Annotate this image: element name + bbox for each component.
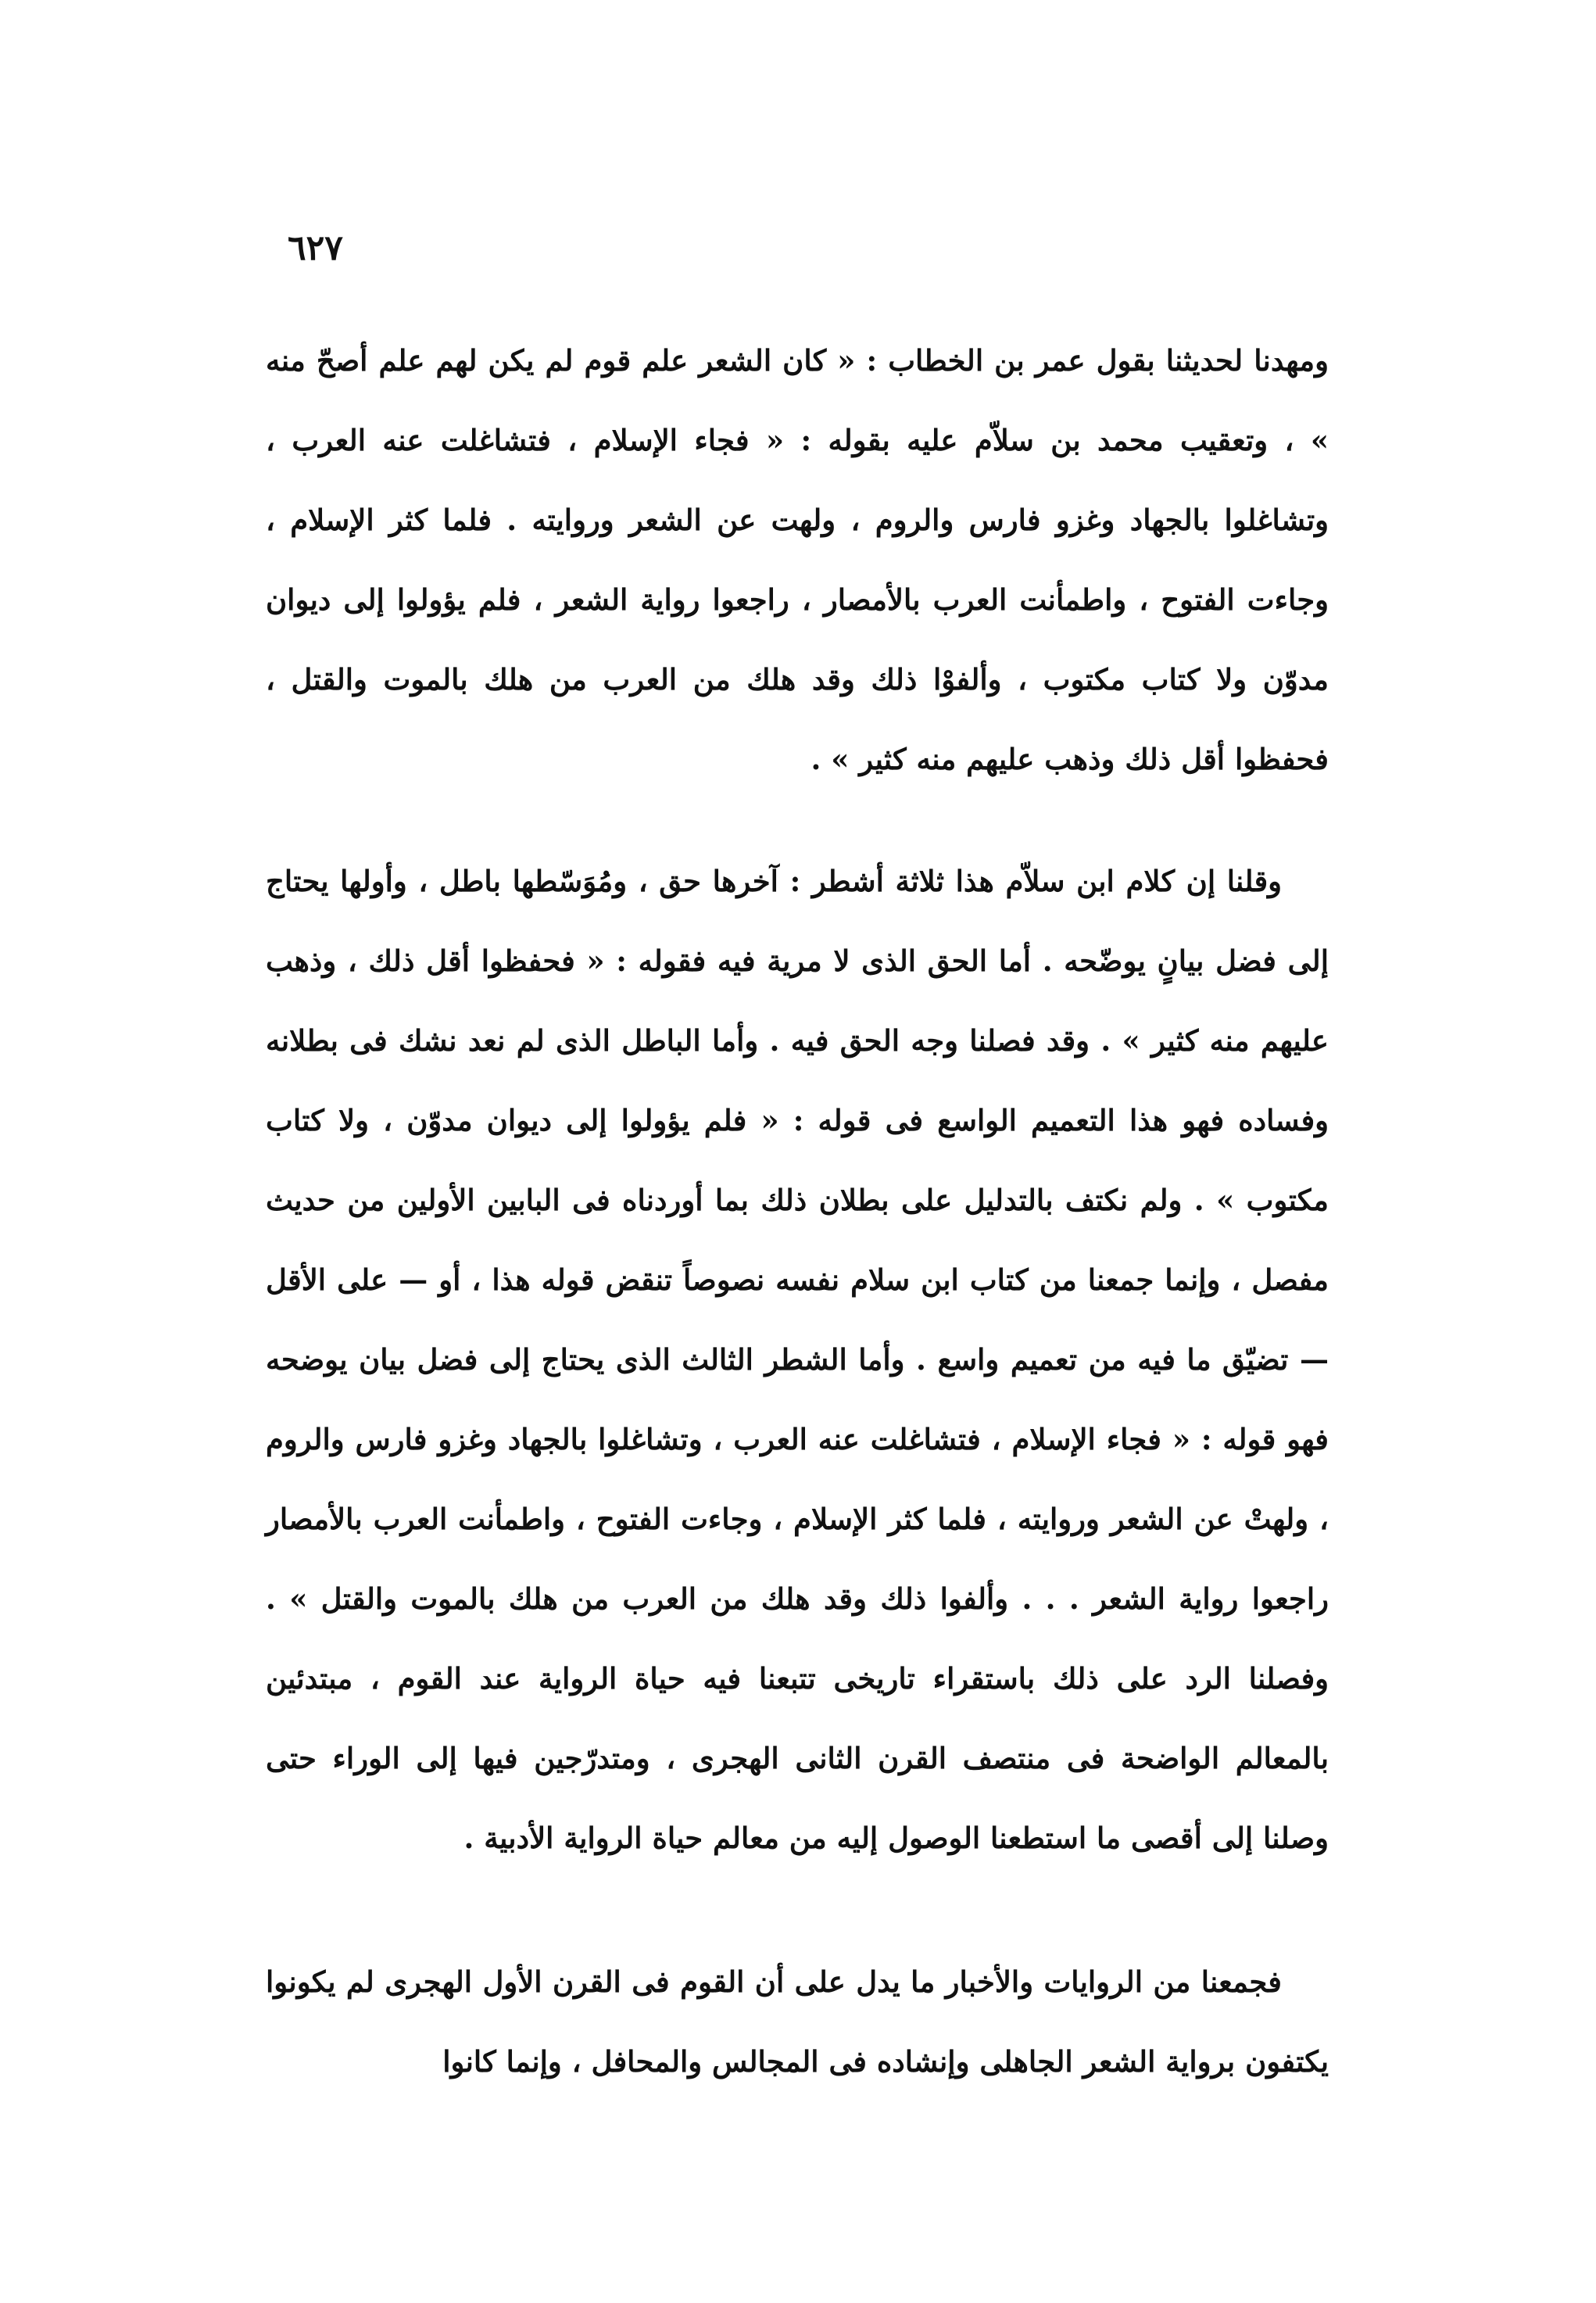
paragraph-2: وقلنا إن كلام ابن سلاّم هذا ثلاثة أشطر : آخرها حق ، ومُوَسّطها باطل ، وأولها يحتاج إلى فضل بيانٍ يوضّحه . أما الحق الذى لا مرية فيه فقوله : « فحفظوا أقل ذلك ، وذهب عليهم منه كثير » . وقد فصلنا وجه الحق فيه . وأما الباطل الذى لم نعد نشك فى بطلانه وفساده فهو هذا التعميم الواسع فى قوله : « فلم يؤولوا إلى ديوان مدوّن ، ولا كتاب مكتوب » . ولم نكتف بالتدليل على بطلان ذلك بما أوردناه فى البابين الأولين من حديث مفصل ، وإنما جمعنا من كتاب ابن سلام نفسه نصوصاً تنقض قوله هذا ، أو — على الأقل — تضيّق ما فيه من تعميم واسع . وأما الشطر الثالث الذى يحتاج إلى فضل بيان يوضحه فهو قوله : « فجاء الإسلام ، فتشاغلت عنه العرب ، وتشاغلوا بالجهاد وغزو فارس والروم ، ولهتْ عن الشعر وروايته ، فلما كثر الإسلام ، وجاءت الفتوح ، واطمأنت العرب بالأمصار راجعوا رواية الشعر . . . وألفوا ذلك وقد هلك من العرب من هلك بالموت والقتل » . وفصلنا الرد على ذلك باستقراء تاريخى تتبعنا فيه حياة الرواية عند القوم ، مبتدئين بالمعالم الواضحة فى منتصف القرن الثانى الهجرى ، ومتدرّجين فيها إلى الوراء حتى وصلنا إلى أقصى ما استطعنا الوصول إليه من معالم حياة الرواية الأدبية . [266, 864, 1329, 1855]
paragraph-3-block [266, 1942, 1329, 2101]
paragraph-1-block [266, 321, 1329, 799]
paragraph-1: ومهدنا لحديثنا بقول عمر بن الخطاب : « كان الشعر علم قوم لم يكن لهم علم أصحّ منه » ، وتعقيب محمد بن سلاّم عليه بقوله : « فجاء الإسلام ، فتشاغلت عنه العرب ، وتشاغلوا بالجهاد وغزو فارس والروم ، ولهت عن الشعر وروايته . فلما كثر الإسلام ، وجاءت الفتوح ، واطمأنت العرب بالأمصار ، راجعوا رواية الشعر ، فلم يؤولوا إلى ديوان مدوّن ولا كتاب مكتوب ، وألفوْا ذلك وقد هلك من العرب من هلك بالموت والقتل ، فحفظوا أقل ذلك وذهب عليهم منه كثير » . [266, 343, 1329, 776]
paragraph-2-block [266, 841, 1329, 1878]
paragraph-3: فجمعنا من الروايات والأخبار ما يدل على أن القوم فى القرن الأول الهجرى لم يكونوا يكتفون برواية الشعر الجاهلى وإنشاده فى المجالس والمحافل ، وإنما كانوا [266, 1965, 1329, 2079]
page-number: ٦٢٧ [288, 228, 343, 268]
